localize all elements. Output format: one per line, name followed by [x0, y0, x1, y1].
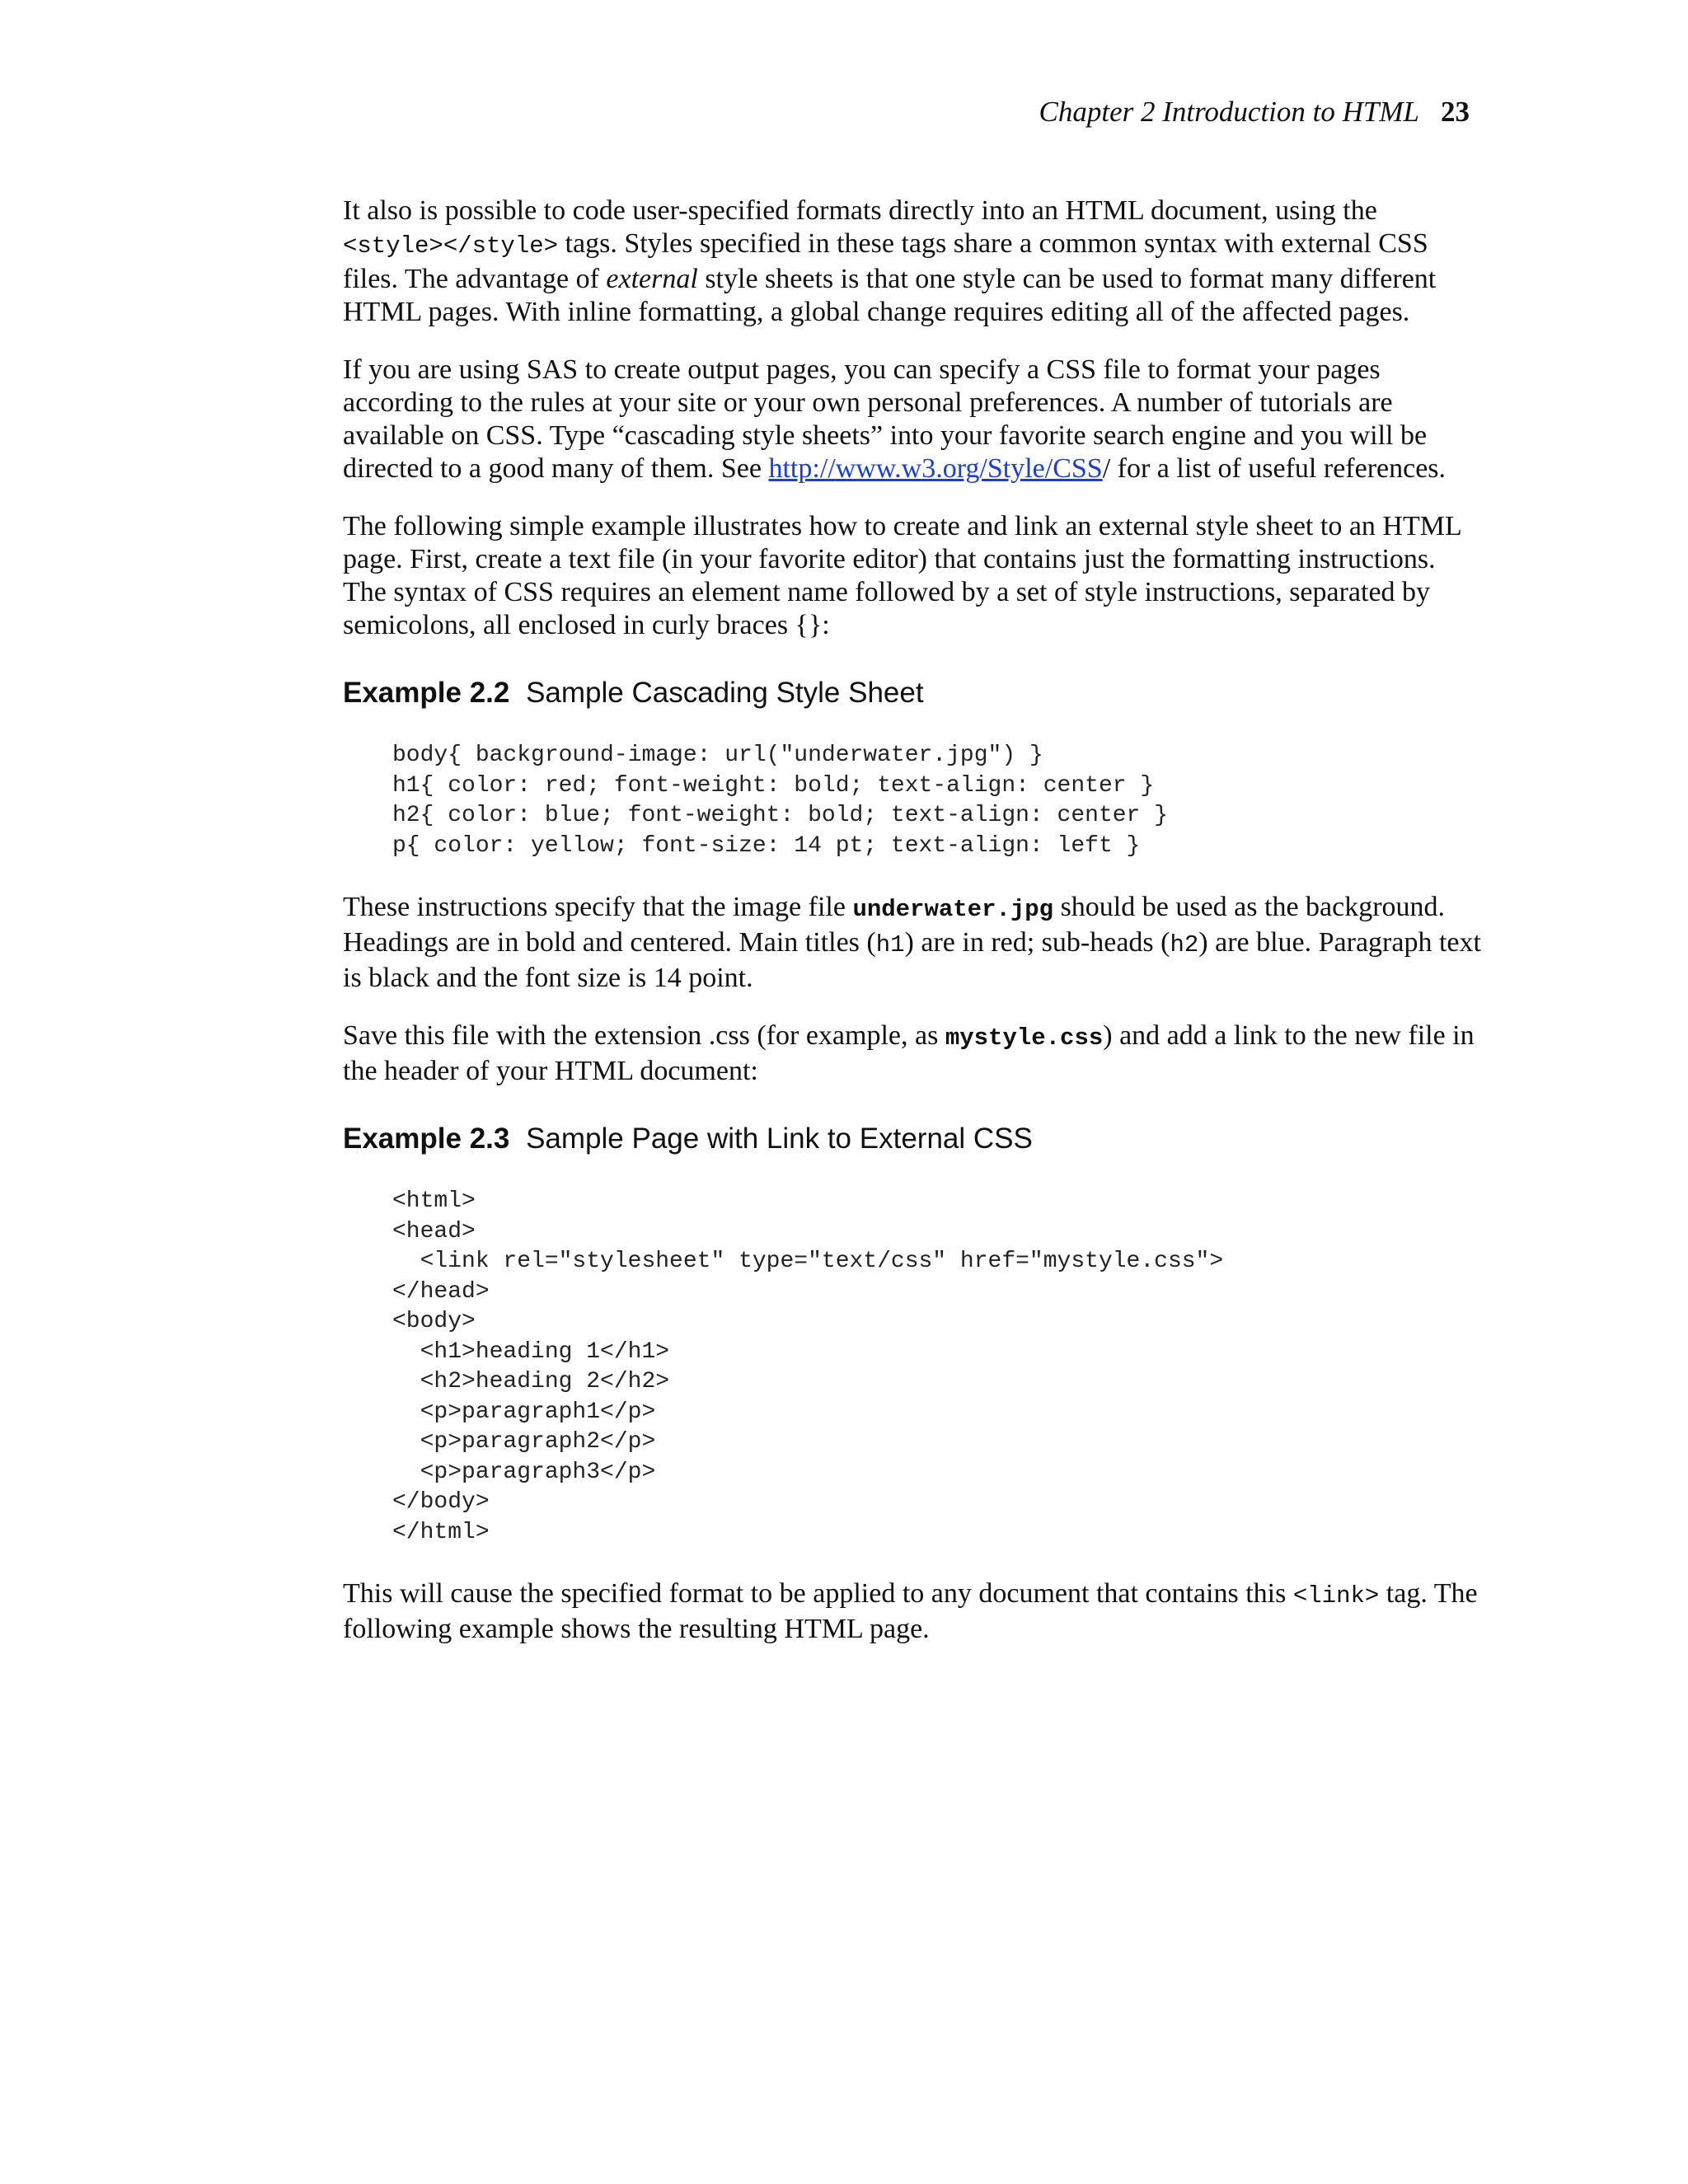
page-number: 23 — [1441, 96, 1470, 128]
example-title: Sample Cascading Style Sheet — [526, 677, 924, 709]
inline-code-h2: h2 — [1170, 931, 1199, 958]
inline-code-mystyle: mystyle.css — [945, 1024, 1104, 1052]
code-line: <h1>heading 1</h1> — [392, 1338, 670, 1365]
code-line: <p>paragraph2</p> — [392, 1429, 656, 1455]
code-line: h2{ color: blue; font-weight: bold; text-align: center } — [392, 803, 1168, 828]
code-line: <p>paragraph1</p> — [392, 1399, 656, 1425]
code-line: <body> — [392, 1309, 476, 1334]
paragraph-css-syntax: The following simple example illustrates how to create and link an external style sheet to an HTML page. First, create a text file (in your favorite editor) that contains just the formatting instructions. The syntax of CSS requires an element name followed by a set of style instructions, separated by semicolons, all enclosed in curly braces {}: — [343, 511, 1461, 640]
text-span: If you are using SAS to create output pages, you can specify a CSS file to format your pages according to the rules at your site or your own personal preferences. A number of tutorials are available on CSS. Type “cascading style sheets” into your favorite search engine and you will be directed to a good many of them. See — [343, 354, 1428, 484]
code-line: </head> — [392, 1278, 490, 1305]
running-head — [1039, 96, 1470, 129]
example-2-2-heading — [343, 675, 1484, 711]
code-line: </html> — [392, 1519, 490, 1545]
example-number: Example 2.3 — [343, 1122, 510, 1155]
paragraph-instructions-explained — [343, 891, 1484, 995]
paragraph-link-effect — [343, 1577, 1484, 1646]
code-line: p{ color: yellow; font-size: 14 pt; text-align: left } — [392, 832, 1141, 859]
code-block-html — [392, 1187, 1484, 1548]
paragraph-inline-styles — [343, 194, 1484, 329]
inline-code-underwater: underwater.jpg — [852, 896, 1054, 923]
text-span: This will cause the specified format to be applied to any document that contains this — [343, 1578, 1293, 1609]
body-column — [343, 194, 1484, 1671]
example-2-3-heading — [343, 1121, 1484, 1157]
example-number: Example 2.2 — [343, 677, 510, 709]
code-line: </body> — [392, 1489, 490, 1515]
text-span: Save this file with the extension .css (for example, as — [343, 1020, 945, 1051]
text-span: style sheets is that one style can be used to format many different HTML pages. With inline formatting, a global change requires editing all of the affected pages. — [343, 264, 1437, 327]
text-span: It also is possible to code user-specified formats directly into an HTML document, using the — [343, 195, 1377, 226]
emphasis-external: external — [606, 264, 698, 294]
text-span: These instructions specify that the image file — [343, 892, 853, 922]
code-line: <head> — [392, 1218, 476, 1244]
text-span: tags. Styles specified in these tags share a common syntax with external CSS files. The advantage of — [343, 228, 1428, 294]
text-span: ) and add a link to the new file in the header of your HTML document: — [343, 1020, 1475, 1086]
code-line: <h2>heading 2</h2> — [392, 1369, 670, 1394]
running-title: Chapter 2 Introduction to HTML — [1039, 96, 1419, 128]
code-line: <html> — [392, 1188, 476, 1214]
paragraph-save-file — [343, 1019, 1484, 1088]
text-span: should be used as the background. Headings are in bold and centered. Main titles ( — [343, 892, 1446, 958]
code-line: <link rel="stylesheet" type="text/css" href="mystyle.css"> — [392, 1249, 1224, 1274]
text-span: ) are in red; sub-heads ( — [904, 927, 1170, 958]
inline-code-h1: h1 — [875, 931, 905, 958]
code-line: h1{ color: red; font-weight: bold; text-align: center } — [392, 772, 1155, 799]
link-text: www.w3.org/Style/CSS — [835, 453, 1103, 484]
code-line: body{ background-image: url("underwater.jpg") } — [392, 743, 1043, 768]
w3c-css-link[interactable] — [768, 453, 1102, 484]
code-block-css — [392, 741, 1484, 861]
inline-code-link-tag: <link> — [1292, 1582, 1380, 1610]
inline-code-style-tag: <style></style> — [343, 232, 559, 260]
link-prefix: http:// — [768, 453, 836, 484]
code-line: <p>paragraph3</p> — [392, 1459, 656, 1485]
example-title: Sample Page with Link to External CSS — [526, 1122, 1033, 1155]
text-span: / for a list of useful references. — [1102, 453, 1447, 484]
text-span: tag. The following example shows the resulting HTML page. — [343, 1578, 1478, 1644]
text-span: ) are blue. Paragraph text is black and the font size is 14 point. — [343, 927, 1481, 993]
paragraph-sas-css — [343, 354, 1484, 485]
